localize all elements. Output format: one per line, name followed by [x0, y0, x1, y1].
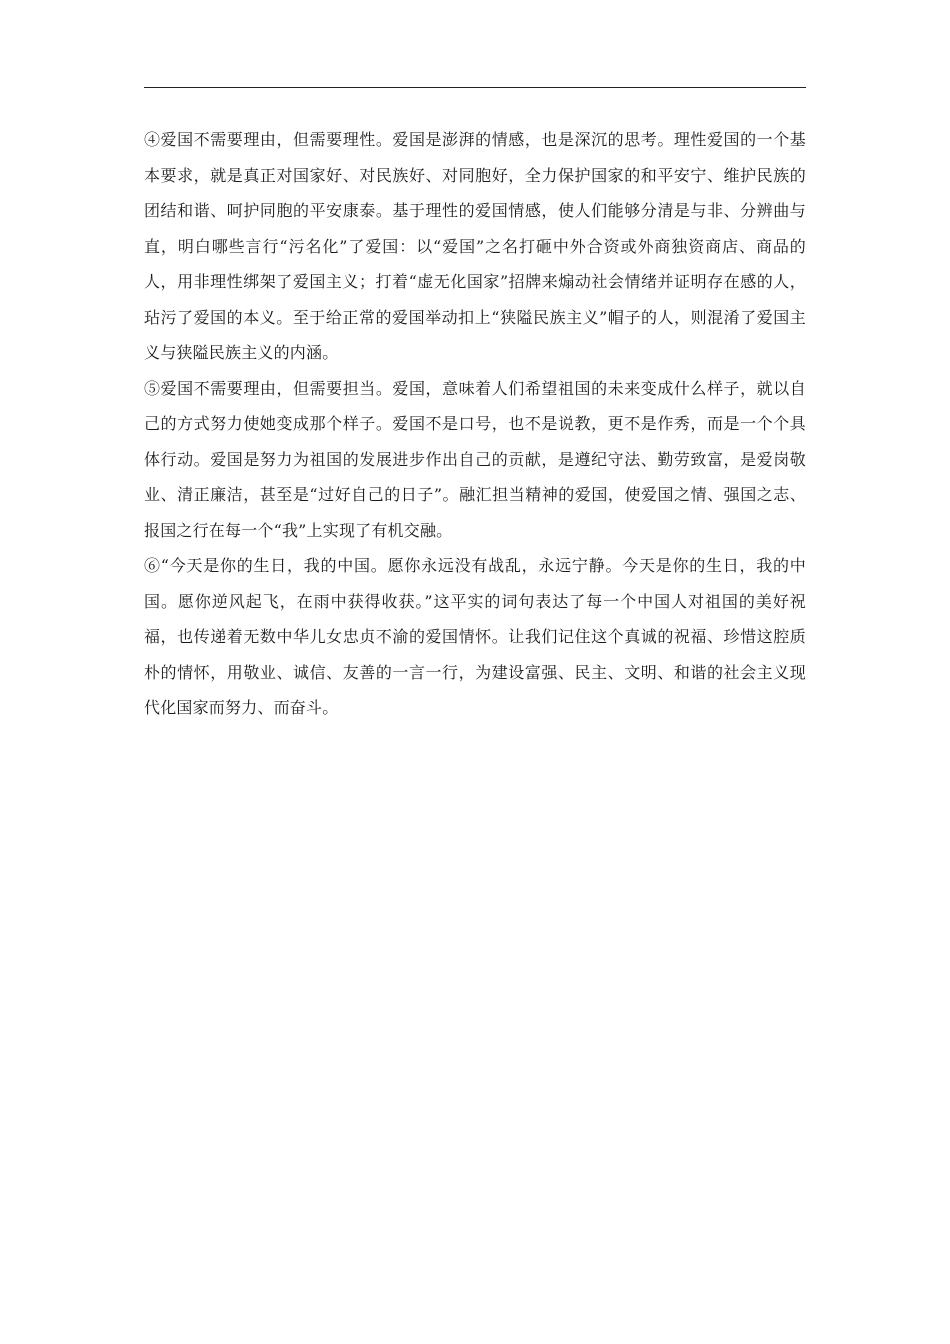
document-body [144, 122, 806, 726]
paragraph-4: ④爱国不需要理由，但需要理性。爱国是澎湃的情感，也是深沉的思考。理性爱国的一个基本要求，就是真正对国家好、对民族好、对同胞好，全力保护国家的和平安宁、维护民族的团结和谐、呵护同胞的平安康泰。基于理性的爱国情感，使人们能够分清是与非、分辨曲与直，明白哪些言行“污名化”了爱国：以“爱国”之名打砸中外合资或外商独资商店、商品的人，用非理性绑架了爱国主义；打着“虚无化国家”招牌来煽动社会情绪并证明存在感的人，玷污了爱国的本义。至于给正常的爱国举动扣上“狭隘民族主义”帽子的人，则混淆了爱国主义与狭隘民族主义的内涵。 [144, 130, 806, 362]
paragraph-5: ⑤爱国不需要理由，但需要担当。爱国，意味着人们希望祖国的未来变成什么样子，就以自己的方式努力使她变成那个样子。爱国不是口号，也不是说教，更不是作秀，而是一个个具体行动。爱国是努力为祖国的发展进步作出自己的贡献，是遵纪守法、勤劳致富，是爱岗敬业、清正廉洁，甚至是“过好自己的日子”。融汇担当精神的爱国，使爱国之情、强国之志、报国之行在每一个“我”上实现了有机交融。 [144, 378, 806, 540]
header-rule [144, 87, 806, 88]
paragraph-6: ⑥“今天是你的生日，我的中国。愿你永远没有战乱，永远宁静。今天是你的生日，我的中国。愿你逆风起飞，在雨中获得收获。”这平实的词句表达了每一个中国人对祖国的美好祝福，也传递着无数中华儿女忠贞不渝的爱国情怀。让我们记住这个真诚的祝福、珍惜这腔质朴的情怀，用敬业、诚信、友善的一言一行，为建设富强、民主、文明、和谐的社会主义现代化国家而努力、而奋斗。 [144, 556, 806, 717]
